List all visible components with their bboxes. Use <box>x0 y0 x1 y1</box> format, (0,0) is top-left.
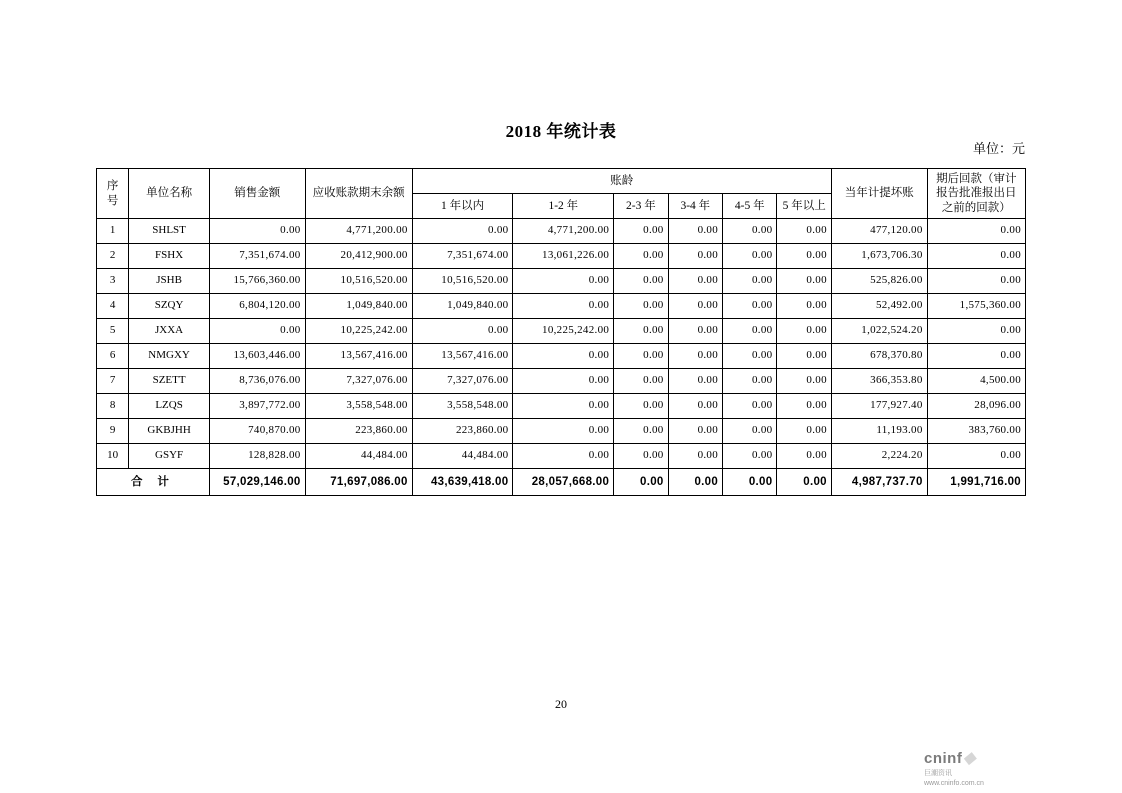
cell-age2: 0.00 <box>513 344 614 369</box>
cell-total-balance: 71,697,086.00 <box>305 469 412 496</box>
col-header-no <box>97 169 129 219</box>
cell-balance: 44,484.00 <box>305 444 412 469</box>
cell-no: 10 <box>97 444 129 469</box>
cell-no: 8 <box>97 394 129 419</box>
cell-age2: 0.00 <box>513 269 614 294</box>
cell-age1: 7,327,076.00 <box>412 369 513 394</box>
cell-no: 9 <box>97 419 129 444</box>
cell-total-provision: 4,987,737.70 <box>831 469 927 496</box>
cell-age4: 0.00 <box>668 219 722 244</box>
table-total-row <box>97 469 1026 496</box>
cell-age6: 0.00 <box>777 219 831 244</box>
cell-total-age3: 0.00 <box>614 469 668 496</box>
col-header-aging-group: 账龄 <box>412 169 831 194</box>
cell-age3: 0.00 <box>614 244 668 269</box>
cell-sales: 128,828.00 <box>209 444 305 469</box>
table-row <box>97 294 1026 319</box>
cell-total-age5: 0.00 <box>723 469 777 496</box>
col-header-post-receipt: 期后回款（审计报告批准报出日之前的回款） <box>927 169 1025 219</box>
header-row-1 <box>97 169 1026 194</box>
col-header-aging-3: 2-3 年 <box>614 194 668 219</box>
cell-post: 1,575,360.00 <box>927 294 1025 319</box>
cell-sales: 0.00 <box>209 219 305 244</box>
logo-subtitle-url: www.cninfo.com.cn <box>924 780 984 788</box>
cell-unit: NMGXY <box>129 344 210 369</box>
cell-age6: 0.00 <box>777 419 831 444</box>
cell-age3: 0.00 <box>614 269 668 294</box>
cell-no: 1 <box>97 219 129 244</box>
table-row <box>97 369 1026 394</box>
cell-balance: 1,049,840.00 <box>305 294 412 319</box>
cell-unit: GSYF <box>129 444 210 469</box>
cell-age4: 0.00 <box>668 344 722 369</box>
cell-age6: 0.00 <box>777 369 831 394</box>
table-row <box>97 419 1026 444</box>
cell-post: 0.00 <box>927 319 1025 344</box>
cell-balance: 4,771,200.00 <box>305 219 412 244</box>
cell-total-age4: 0.00 <box>668 469 722 496</box>
page-title: 2018 年统计表 <box>505 122 617 141</box>
cell-unit: LZQS <box>129 394 210 419</box>
cell-age5: 0.00 <box>723 219 777 244</box>
cell-age2: 0.00 <box>513 369 614 394</box>
cell-age6: 0.00 <box>777 269 831 294</box>
cell-age4: 0.00 <box>668 369 722 394</box>
cell-provision: 1,673,706.30 <box>831 244 927 269</box>
cell-provision: 525,826.00 <box>831 269 927 294</box>
cell-post: 0.00 <box>927 269 1025 294</box>
cell-provision: 477,120.00 <box>831 219 927 244</box>
statistics-table <box>96 168 1026 496</box>
cell-no: 2 <box>97 244 129 269</box>
cell-age1: 13,567,416.00 <box>412 344 513 369</box>
cell-age5: 0.00 <box>723 269 777 294</box>
cell-age1: 7,351,674.00 <box>412 244 513 269</box>
col-header-ar-ending-balance: 应收账款期末余额 <box>305 169 412 219</box>
cell-sales: 7,351,674.00 <box>209 244 305 269</box>
table-row <box>97 394 1026 419</box>
col-header-aging-4: 3-4 年 <box>668 194 722 219</box>
cell-provision: 177,927.40 <box>831 394 927 419</box>
cell-age4: 0.00 <box>668 444 722 469</box>
cell-total-age1: 43,639,418.00 <box>412 469 513 496</box>
table-row <box>97 444 1026 469</box>
cell-age5: 0.00 <box>723 394 777 419</box>
cell-age1: 0.00 <box>412 219 513 244</box>
cell-age2: 0.00 <box>513 419 614 444</box>
cell-post: 4,500.00 <box>927 369 1025 394</box>
cell-balance: 7,327,076.00 <box>305 369 412 394</box>
table-row <box>97 244 1026 269</box>
table-head <box>97 169 1026 219</box>
cell-age5: 0.00 <box>723 319 777 344</box>
cell-age3: 0.00 <box>614 344 668 369</box>
cell-age5: 0.00 <box>723 294 777 319</box>
cell-sales: 8,736,076.00 <box>209 369 305 394</box>
cell-provision: 1,022,524.20 <box>831 319 927 344</box>
logo-mark-icon: ◆ <box>962 748 980 767</box>
col-header-aging-5: 4-5 年 <box>723 194 777 219</box>
cell-provision: 52,492.00 <box>831 294 927 319</box>
cell-age6: 0.00 <box>777 444 831 469</box>
cninfo-logo <box>924 748 1034 788</box>
cell-no: 6 <box>97 344 129 369</box>
cell-no: 7 <box>97 369 129 394</box>
cell-post: 383,760.00 <box>927 419 1025 444</box>
cell-age2: 0.00 <box>513 294 614 319</box>
cell-age5: 0.00 <box>723 419 777 444</box>
cell-sales: 13,603,446.00 <box>209 344 305 369</box>
cell-sales: 15,766,360.00 <box>209 269 305 294</box>
cell-age1: 1,049,840.00 <box>412 294 513 319</box>
cell-age2: 13,061,226.00 <box>513 244 614 269</box>
cell-post: 0.00 <box>927 219 1025 244</box>
cell-unit: SHLST <box>129 219 210 244</box>
cell-age2: 4,771,200.00 <box>513 219 614 244</box>
cell-post: 0.00 <box>927 444 1025 469</box>
page-number: 20 <box>555 697 567 711</box>
cell-provision: 366,353.80 <box>831 369 927 394</box>
cell-sales: 0.00 <box>209 319 305 344</box>
cell-total-post: 1,991,716.00 <box>927 469 1025 496</box>
unit-note: 单位：元 <box>972 141 1025 156</box>
cell-balance: 13,567,416.00 <box>305 344 412 369</box>
cell-no: 3 <box>97 269 129 294</box>
cell-age1: 44,484.00 <box>412 444 513 469</box>
table-row <box>97 344 1026 369</box>
table-row <box>97 319 1026 344</box>
cell-provision: 2,224.20 <box>831 444 927 469</box>
cell-age1: 3,558,548.00 <box>412 394 513 419</box>
cell-age4: 0.00 <box>668 319 722 344</box>
cell-unit: GKBJHH <box>129 419 210 444</box>
cell-unit: JSHB <box>129 269 210 294</box>
cell-age3: 0.00 <box>614 444 668 469</box>
cell-age3: 0.00 <box>614 319 668 344</box>
cell-age5: 0.00 <box>723 344 777 369</box>
cell-no: 4 <box>97 294 129 319</box>
cell-age2: 10,225,242.00 <box>513 319 614 344</box>
cell-age5: 0.00 <box>723 244 777 269</box>
cell-age6: 0.00 <box>777 319 831 344</box>
cell-total-age2: 28,057,668.00 <box>513 469 614 496</box>
cell-unit: SZETT <box>129 369 210 394</box>
cell-unit: FSHX <box>129 244 210 269</box>
cell-provision: 678,370.80 <box>831 344 927 369</box>
logo-subtitle-cn: 巨潮资讯 <box>924 770 952 777</box>
cell-sales: 3,897,772.00 <box>209 394 305 419</box>
cell-age4: 0.00 <box>668 394 722 419</box>
col-header-aging-2: 1-2 年 <box>513 194 614 219</box>
cell-provision: 11,193.00 <box>831 419 927 444</box>
table-body <box>97 219 1026 496</box>
cell-age1: 10,516,520.00 <box>412 269 513 294</box>
cell-no: 5 <box>97 319 129 344</box>
col-header-unit-name: 单位名称 <box>129 169 210 219</box>
table-row <box>97 269 1026 294</box>
cell-age3: 0.00 <box>614 219 668 244</box>
cell-total-label: 合 计 <box>97 469 210 496</box>
cell-age3: 0.00 <box>614 294 668 319</box>
col-header-provision: 当年计提坏账 <box>831 169 927 219</box>
cell-balance: 10,225,242.00 <box>305 319 412 344</box>
cell-balance: 20,412,900.00 <box>305 244 412 269</box>
cell-age4: 0.00 <box>668 244 722 269</box>
cell-age2: 0.00 <box>513 394 614 419</box>
cell-age3: 0.00 <box>614 394 668 419</box>
cell-post: 28,096.00 <box>927 394 1025 419</box>
col-header-no-line1: 序 <box>106 180 119 193</box>
logo-wordmark: cninf <box>924 750 963 767</box>
cell-age2: 0.00 <box>513 444 614 469</box>
col-header-sales-amount: 销售金额 <box>209 169 305 219</box>
cell-balance: 3,558,548.00 <box>305 394 412 419</box>
cell-age6: 0.00 <box>777 344 831 369</box>
cell-age3: 0.00 <box>614 419 668 444</box>
cell-age4: 0.00 <box>668 269 722 294</box>
cell-age5: 0.00 <box>723 444 777 469</box>
cell-unit: JXXA <box>129 319 210 344</box>
cell-balance: 223,860.00 <box>305 419 412 444</box>
cell-age6: 0.00 <box>777 394 831 419</box>
cell-balance: 10,516,520.00 <box>305 269 412 294</box>
cell-age4: 0.00 <box>668 419 722 444</box>
cell-age3: 0.00 <box>614 369 668 394</box>
col-header-aging-6: 5 年以上 <box>777 194 831 219</box>
cell-unit: SZQY <box>129 294 210 319</box>
cell-age1: 223,860.00 <box>412 419 513 444</box>
cell-total-age6: 0.00 <box>777 469 831 496</box>
table-row <box>97 219 1026 244</box>
cell-age4: 0.00 <box>668 294 722 319</box>
col-header-aging-1: 1 年以内 <box>412 194 513 219</box>
cell-total-sales: 57,029,146.00 <box>209 469 305 496</box>
cell-age6: 0.00 <box>777 244 831 269</box>
cell-age5: 0.00 <box>723 369 777 394</box>
cell-sales: 6,804,120.00 <box>209 294 305 319</box>
col-header-no-line2: 号 <box>106 194 119 207</box>
cell-post: 0.00 <box>927 244 1025 269</box>
cell-age6: 0.00 <box>777 294 831 319</box>
cell-post: 0.00 <box>927 344 1025 369</box>
cell-age1: 0.00 <box>412 319 513 344</box>
cell-sales: 740,870.00 <box>209 419 305 444</box>
